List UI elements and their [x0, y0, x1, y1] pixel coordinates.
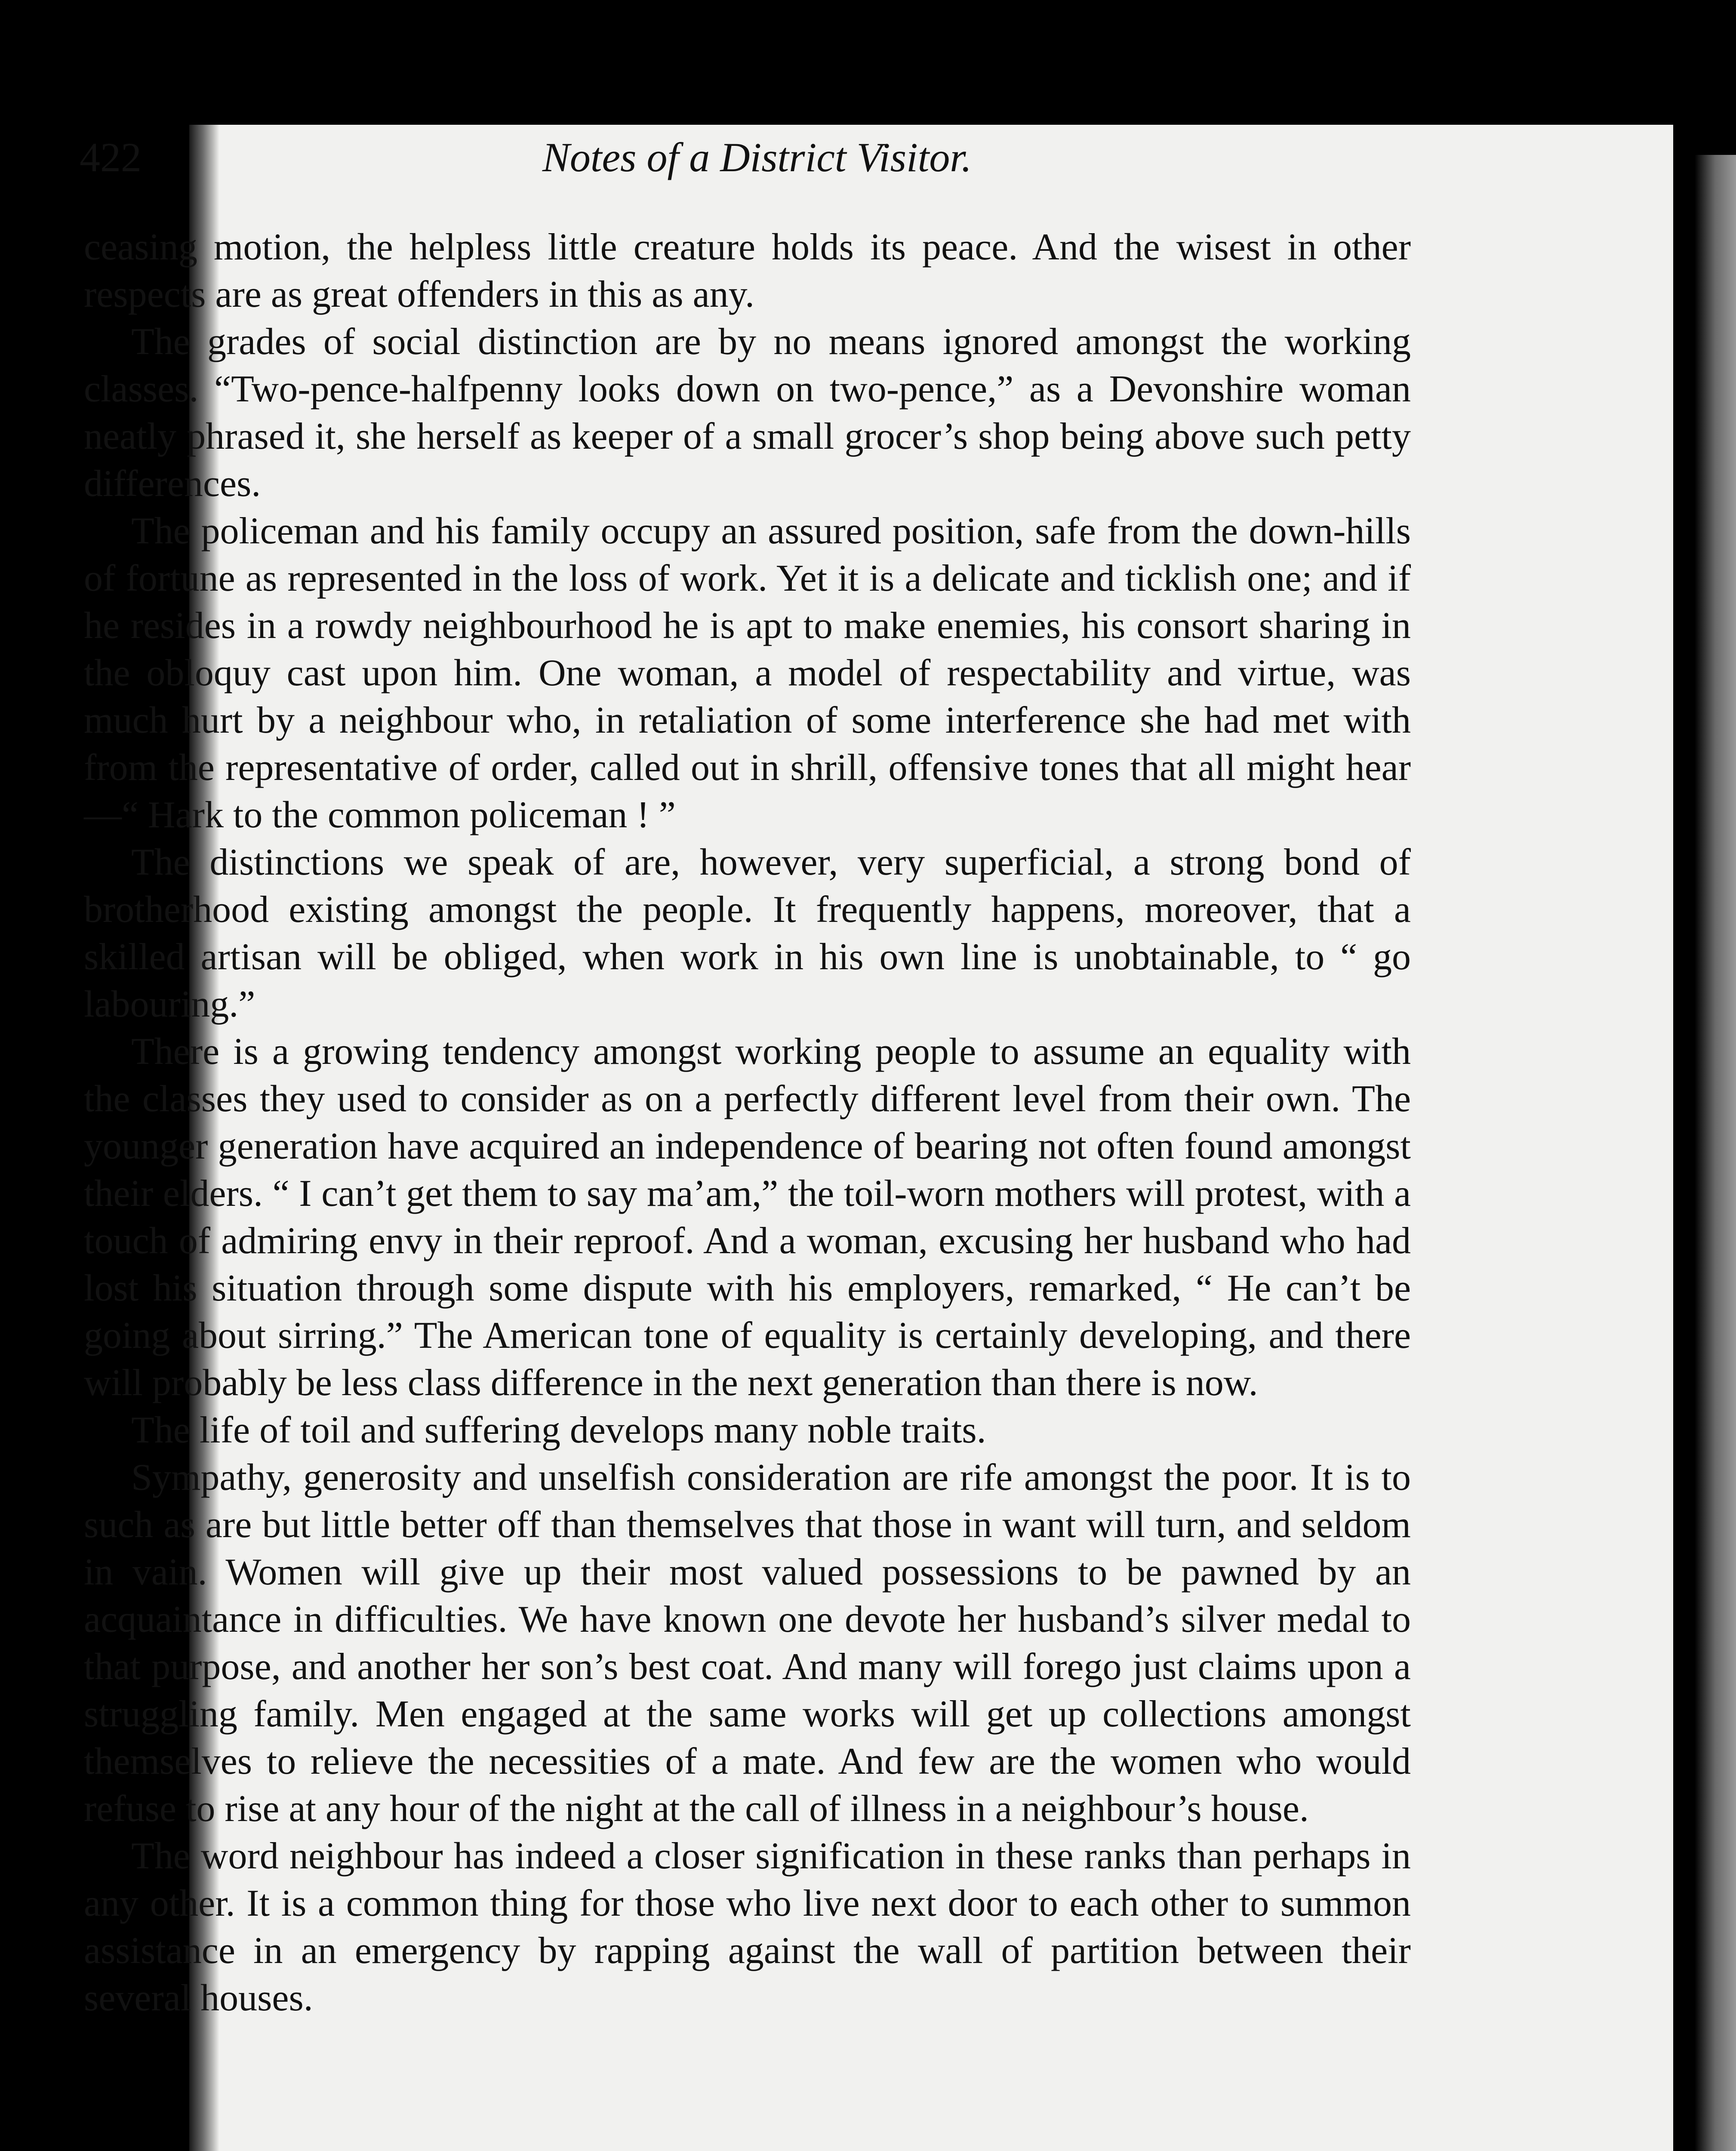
paragraph: The policeman and his family occupy an assured position, safe from the down-hills of fortune as represented in the loss of work. Yet it is a delicate and ticklish one; and if he resides in a rowdy neighbourhood he is apt to make enemies, his consort sharing in the obloquy cast upon him. One woman, a model of respectability and virtue, was much hurt by a neighbour who, in retaliation of some interference she had met with from the representative of order, called out in shrill, offensive tones that all might hear—“ Hark to the common policeman ! ”: [84, 510, 1411, 836]
running-title: Notes of a District Visitor.: [542, 134, 972, 180]
paragraph: The word neighbour has indeed a closer signification in these ranks than perhaps in any other. It is a common thing for those who live next door to each other to summon assistance in an emergency by rapping against the wall of partition between their several houses.: [84, 1835, 1411, 2019]
paragraph: Sympathy, generosity and unselfish consideration are rife amongst the poor. It is to such as are but little better off than themselves that those in want will turn, and seldom in vain. Women will give up their most valued possessions to be pawned by an acquaintance in difficulties. We have known one devote her husband’s silver medal to that purpose, and another her son’s best coat. And many will forego just claims upon a struggling family. Men engaged at the same works will get up collections amongst themselves to relieve the necessities of a mate. And few are the women who would refuse to rise at any hour of the night at the call of illness in a neighbour’s house.: [84, 1457, 1411, 1830]
body-text: [84, 224, 1411, 2022]
paragraph: The grades of social distinction are by no means ignored amongst the working classes. “Two-pence-halfpenny looks down on two-pence,” as a Devonshire woman neatly phrased it, she herself as keeper of a small grocer’s shop being above such petty differences.: [84, 321, 1411, 505]
page-header: [80, 133, 1434, 206]
paragraph: The distinctions we speak of are, however, very superficial, a strong bond of brotherhood existing amongst the people. It frequently happens, moreover, that a skilled artisan will be obliged, when work in his own line is unobtainable, to “ go labouring.”: [84, 841, 1411, 1025]
paragraph: The life of toil and suffering develops many noble traits.: [131, 1409, 986, 1451]
page-number: 422: [80, 134, 142, 180]
paragraph: ceasing motion, the helpless little creature holds its peace. And the wisest in other respects are as great offenders in this as any.: [84, 226, 1411, 315]
facing-page-edge: [1673, 129, 1736, 2151]
paragraph: There is a growing tendency amongst working people to assume an equality with the classes they used to consider as on a perfectly different level from their own. The younger generation have acquired an independence of bearing not often found amongst their elders. “ I can’t get them to say ma’am,” the toil-worn mothers will protest, with a touch of admiring envy in their reproof. And a woman, excusing her husband who had lost his situation through some dispute with his employers, remarked, “ He can’t be going about sirring.” The American tone of equality is certainly developing, and there will probably be less class difference in the next generation than there is now.: [84, 1031, 1411, 1404]
